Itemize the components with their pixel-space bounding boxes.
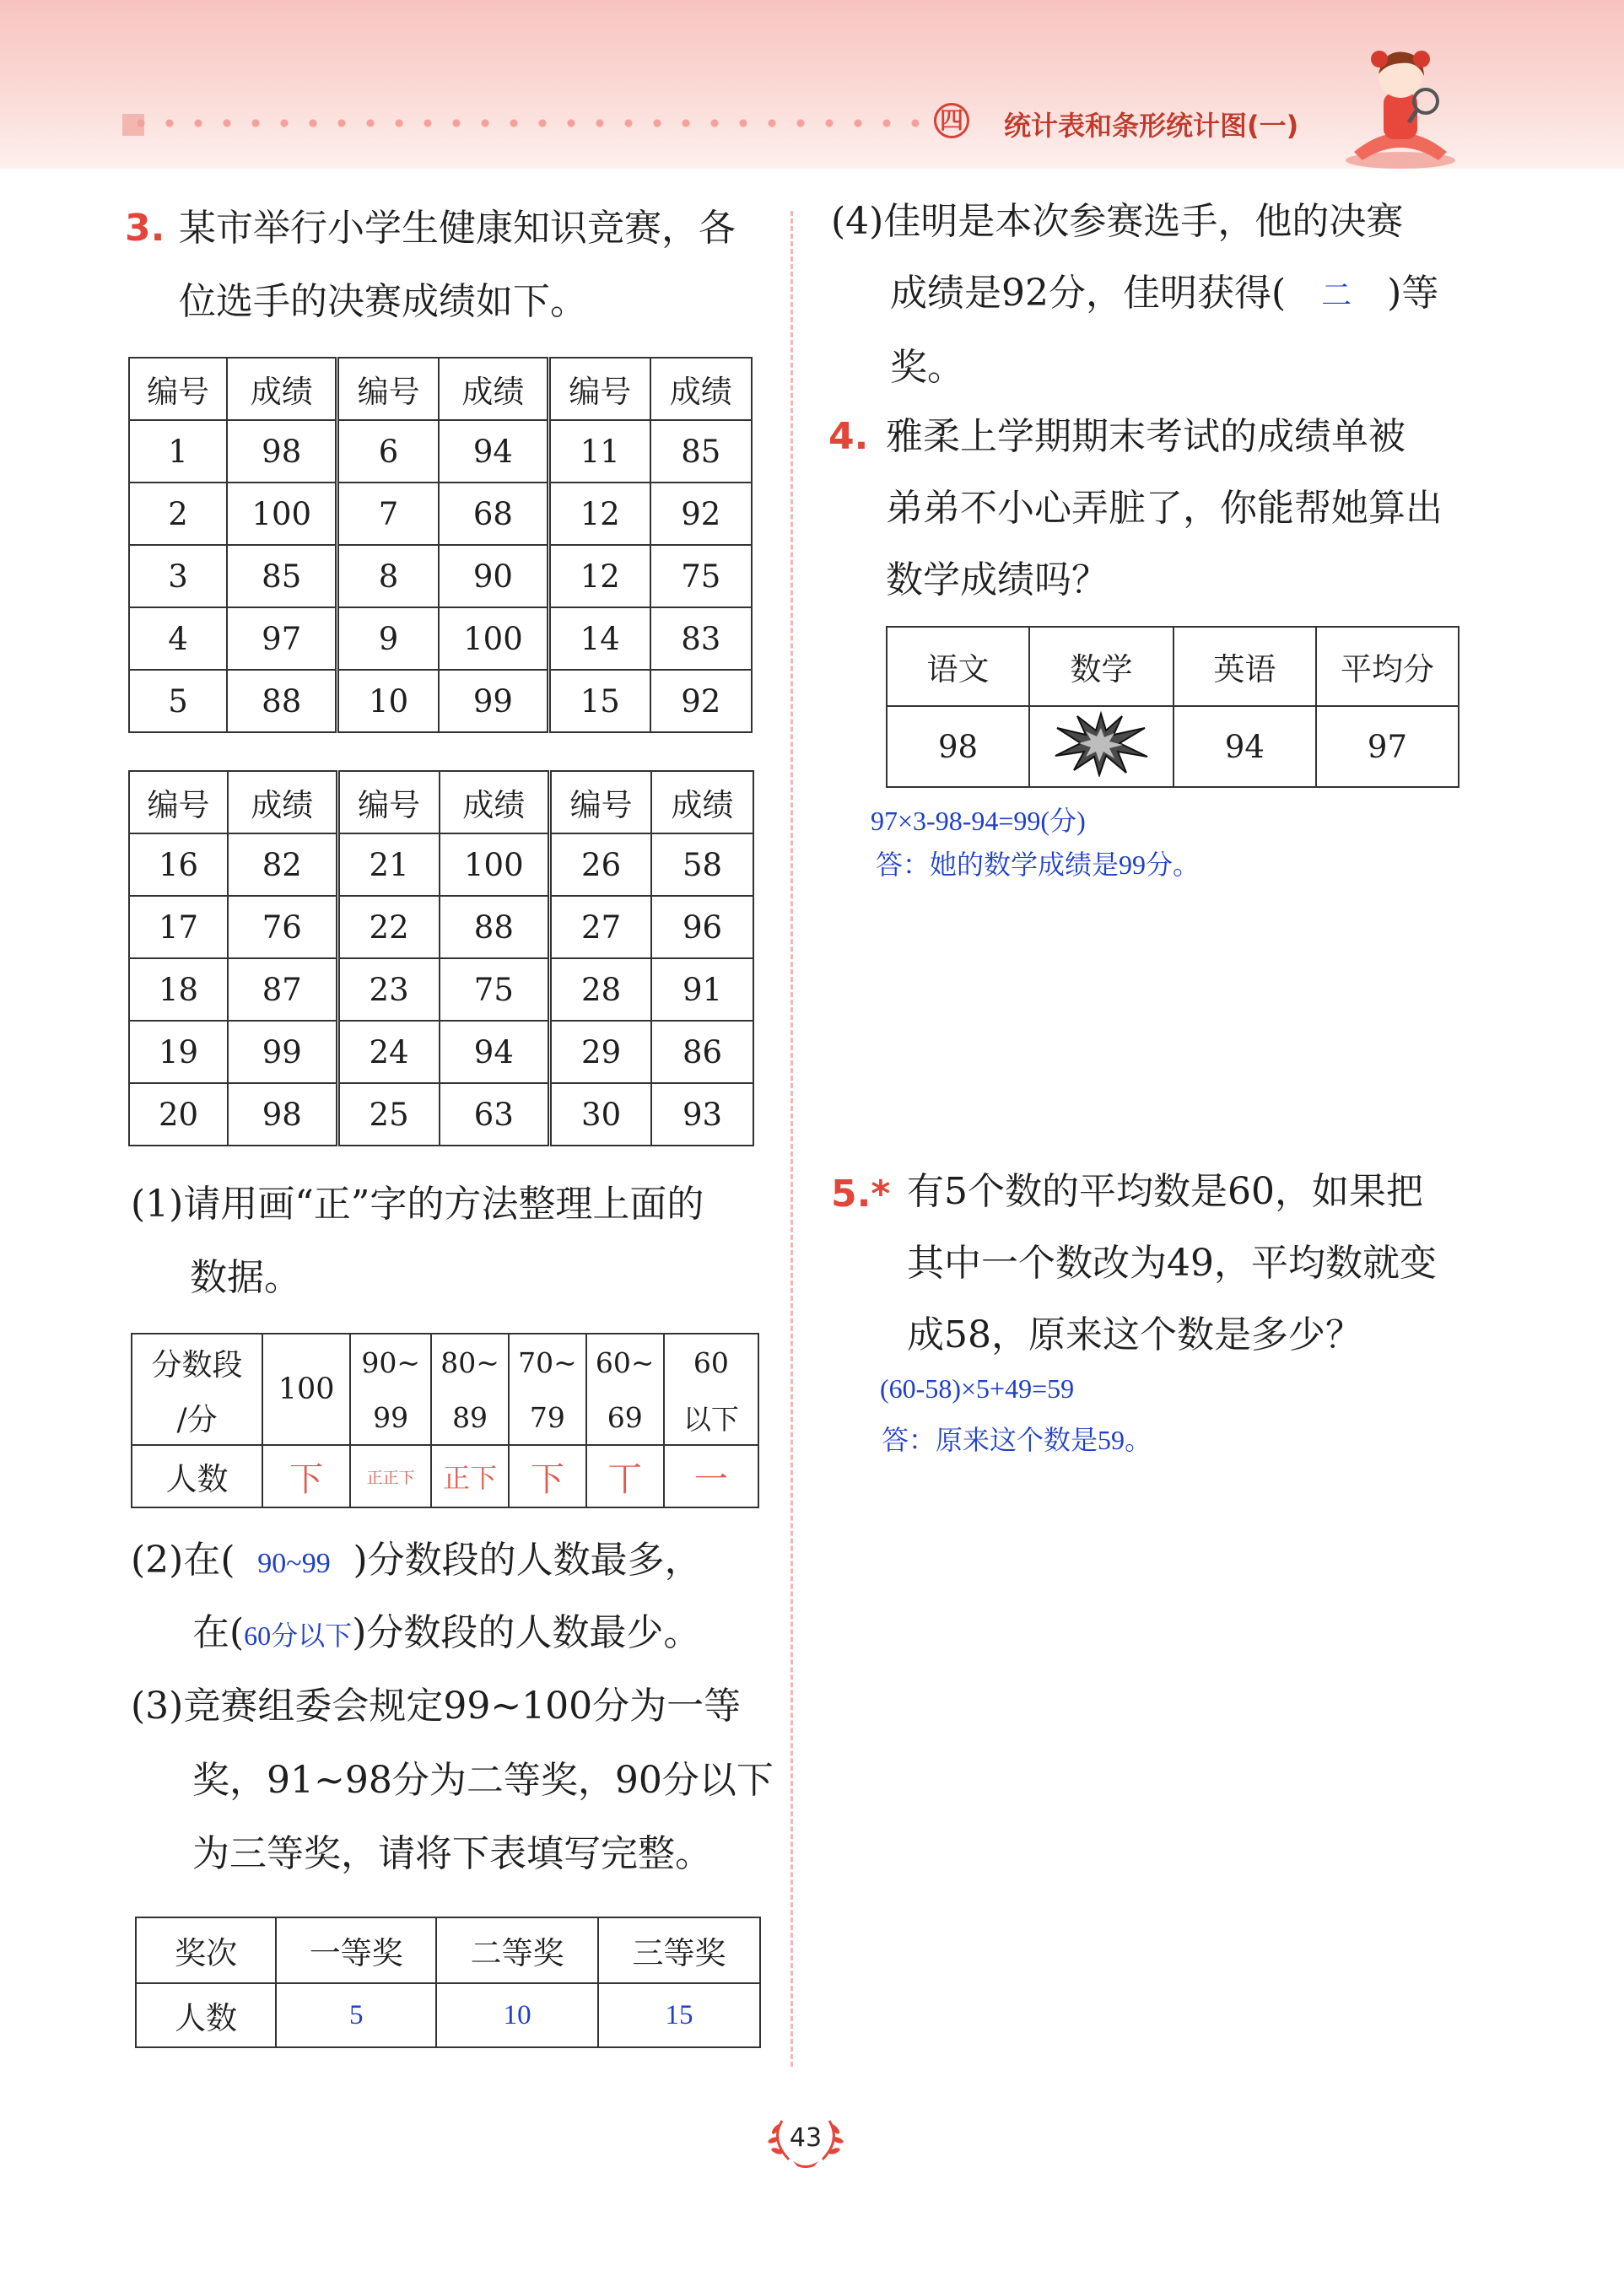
- score-cell: 90: [439, 545, 549, 607]
- score-table-1: [128, 357, 753, 733]
- award-header: 二等奖: [436, 1917, 598, 1983]
- score-cell: 85: [650, 420, 752, 483]
- table-row: [129, 1021, 753, 1083]
- score-cell: 96: [651, 896, 753, 958]
- score-cell: 99: [439, 670, 549, 732]
- contestant-id-cell: 5: [129, 670, 227, 732]
- score-cell: 85: [227, 545, 337, 607]
- ink-splat-icon: [1050, 709, 1152, 777]
- award-header: 奖次: [136, 1917, 276, 1983]
- tally-range-top: 80~: [431, 1334, 509, 1391]
- score-cell: 58: [651, 833, 753, 896]
- score-cell: 86: [651, 1021, 753, 1083]
- page-header: [0, 0, 1624, 169]
- award-table: [135, 1917, 761, 2048]
- score-cell: 98: [227, 420, 337, 483]
- contestant-id-cell: 3: [129, 545, 227, 607]
- q3-part4-answer: 二: [1321, 278, 1352, 312]
- q3-part4-line-3: 奖。: [890, 346, 964, 389]
- contestant-id-cell: 30: [550, 1083, 651, 1146]
- table-row: [129, 896, 753, 958]
- score-cell: 92: [650, 483, 752, 545]
- q3-part3-line-2: 奖，91~98分为二等奖，90分以下: [192, 1759, 774, 1802]
- q4-text-line-3: 数学成绩吗？: [886, 558, 1109, 601]
- header-dotted-line: [127, 118, 936, 128]
- tally-range-top: 90~: [350, 1334, 431, 1391]
- award-row-label: 人数: [136, 1983, 276, 2047]
- score-cell: 75: [650, 545, 752, 607]
- q4-solution: 97×3-98-94=99(分): [871, 806, 1086, 836]
- score-table-header: 成绩: [651, 771, 753, 833]
- report-value: 94: [1173, 706, 1316, 787]
- score-cell: 88: [227, 670, 337, 732]
- score-table-header: 编号: [129, 771, 228, 833]
- score-cell: 75: [440, 958, 550, 1021]
- contestant-id-cell: 21: [337, 833, 439, 896]
- question-4-number: 4.: [828, 415, 869, 458]
- smudged-math-score: [1029, 706, 1173, 787]
- table-row: [129, 833, 753, 896]
- score-cell: 99: [228, 1021, 337, 1083]
- score-cell: 98: [228, 1083, 337, 1146]
- contestant-id-cell: 15: [549, 670, 650, 732]
- contestant-id-cell: 17: [129, 896, 228, 958]
- tally-range-top: 60: [664, 1334, 758, 1391]
- q3-part2-pre-2: 在(: [192, 1611, 245, 1654]
- report-header: 平均分: [1316, 627, 1459, 706]
- contestant-id-cell: 8: [337, 545, 439, 607]
- q4-text-line-2: 弟弟不小心弄脏了，你能帮她算出: [886, 487, 1443, 530]
- table-row: [129, 420, 752, 483]
- q3-part4-line-2: [890, 270, 1438, 319]
- report-value: 97: [1316, 706, 1459, 787]
- score-cell: 88: [440, 896, 550, 958]
- contestant-id-cell: 2: [129, 483, 227, 545]
- q3-part2-answer-1: 90~99: [257, 1548, 331, 1579]
- score-cell: 100: [440, 833, 550, 896]
- table-row: [129, 1083, 753, 1146]
- score-table-header: 成绩: [439, 358, 549, 420]
- q3-part1-line-2: 数据。: [190, 1256, 301, 1299]
- report-card-table: [886, 626, 1459, 788]
- tally-range-bottom: 79: [509, 1391, 586, 1445]
- contestant-id-cell: 11: [549, 420, 650, 483]
- reading-girl-icon: [1337, 34, 1459, 169]
- contestant-id-cell: 6: [337, 420, 439, 483]
- report-value: 98: [887, 706, 1029, 787]
- score-cell: 76: [228, 896, 337, 958]
- tally-head-label-top: 分数段: [132, 1334, 262, 1391]
- question-3-number: 3.: [125, 207, 165, 250]
- score-table-header: 编号: [129, 358, 227, 420]
- award-count-second: 10: [436, 1983, 598, 2047]
- contestant-id-cell: 26: [550, 833, 651, 896]
- score-cell: 100: [227, 483, 337, 545]
- score-table-header: 成绩: [227, 358, 337, 420]
- award-count-third: 15: [598, 1983, 760, 2047]
- q3-part2-post-2: )分数段的人数最少。: [352, 1611, 701, 1654]
- score-table-header: 成绩: [650, 358, 752, 420]
- tally-row-label: 人数: [132, 1445, 262, 1507]
- score-cell: 94: [440, 1021, 550, 1083]
- q3-part2-post: )分数段的人数最多，: [353, 1539, 702, 1582]
- q3-part4-pre: 成绩是92分，佳明获得(: [890, 272, 1287, 315]
- question-5-number: 5.*: [831, 1173, 891, 1216]
- tally-mark: 一: [664, 1445, 758, 1507]
- tally-mark: 正下: [431, 1445, 509, 1507]
- score-cell: 92: [650, 670, 752, 732]
- score-cell: 100: [439, 607, 549, 670]
- report-header: 数学: [1029, 627, 1173, 706]
- q5-text-line-3: 成58，原来这个数是多少？: [907, 1313, 1362, 1356]
- tally-range-100: 100: [262, 1334, 350, 1445]
- tally-range-bottom: 69: [586, 1391, 664, 1445]
- report-header: 英语: [1173, 627, 1316, 706]
- table-row: [129, 607, 752, 670]
- q5-text-line-1: 有5个数的平均数是60，如果把: [907, 1170, 1423, 1213]
- contestant-id-cell: 29: [550, 1021, 651, 1083]
- contestant-id-cell: 16: [129, 833, 228, 896]
- award-count-first: 5: [276, 1983, 436, 2047]
- page-number-laurel: [763, 2111, 848, 2170]
- score-cell: 87: [228, 958, 337, 1021]
- score-cell: 63: [440, 1083, 550, 1146]
- unit-title: 统计表和条形统计图(一): [1004, 110, 1299, 142]
- tally-range-bottom: 以下: [664, 1391, 758, 1445]
- table-row: [129, 545, 752, 607]
- q3-part4-post: )等: [1387, 272, 1439, 315]
- q3-text-line-1: 某市举行小学生健康知识竞赛，各: [179, 207, 736, 250]
- unit-badge: 四: [934, 103, 969, 138]
- q5-solution: (60-58)×5+49=59: [880, 1373, 1075, 1404]
- column-divider: [790, 211, 793, 2067]
- tally-mark: 下: [509, 1445, 586, 1507]
- q3-part4-line-1: (4)佳明是本次参赛选手，他的决赛: [831, 200, 1404, 243]
- score-table-header: 成绩: [440, 771, 550, 833]
- score-table-header: 编号: [337, 358, 439, 420]
- q3-part3-line-3: 为三等奖，请将下表填写完整。: [192, 1832, 712, 1875]
- tally-head-label-bottom: /分: [132, 1391, 262, 1445]
- q4-answer: 答：她的数学成绩是99分。: [876, 849, 1200, 880]
- score-table-header: 编号: [337, 771, 439, 833]
- tally-mark: 下: [262, 1445, 350, 1507]
- tally-range-bottom: 99: [350, 1391, 431, 1445]
- table-row: [129, 483, 752, 545]
- contestant-id-cell: 1: [129, 420, 227, 483]
- contestant-id-cell: 24: [337, 1021, 439, 1083]
- score-table-header: 编号: [550, 771, 651, 833]
- contestant-id-cell: 12: [549, 545, 650, 607]
- tally-range-bottom: 89: [431, 1391, 509, 1445]
- score-table-2: [128, 770, 754, 1146]
- contestant-id-cell: 28: [550, 958, 651, 1021]
- tally-range-top: 70~: [509, 1334, 586, 1391]
- q3-part2-pre: (2)在(: [131, 1539, 235, 1582]
- tally-mark: 丅: [586, 1445, 664, 1507]
- contestant-id-cell: 27: [550, 896, 651, 958]
- award-header: 一等奖: [276, 1917, 436, 1983]
- q3-part2-line-1: [131, 1537, 702, 1588]
- contestant-id-cell: 23: [337, 958, 439, 1021]
- contestant-id-cell: 25: [337, 1083, 439, 1146]
- q3-part2-line-2: [192, 1609, 700, 1659]
- contestant-id-cell: 19: [129, 1021, 228, 1083]
- tally-mark: 正正下: [350, 1445, 431, 1507]
- table-row: [129, 958, 753, 1021]
- score-cell: 82: [228, 833, 337, 896]
- q3-part1-line-1: (1)请用画“正”字的方法整理上面的: [131, 1183, 704, 1226]
- score-table-header: 成绩: [228, 771, 337, 833]
- q3-text-line-2: 位选手的决赛成绩如下。: [179, 280, 587, 323]
- page-number: 43: [789, 2123, 823, 2153]
- tally-range-top: 60~: [586, 1334, 664, 1391]
- contestant-id-cell: 7: [337, 483, 439, 545]
- contestant-id-cell: 18: [129, 958, 228, 1021]
- q4-text-line-1: 雅柔上学期期末考试的成绩单被: [886, 415, 1405, 458]
- table-row: [129, 670, 752, 732]
- score-cell: 93: [651, 1083, 753, 1146]
- score-cell: 83: [650, 607, 752, 670]
- q3-part3-line-1: (3)竞赛组委会规定99~100分为一等: [131, 1685, 742, 1728]
- q5-answer: 答：原来这个数是59。: [882, 1425, 1152, 1455]
- contestant-id-cell: 12: [549, 483, 650, 545]
- contestant-id-cell: 20: [129, 1083, 228, 1146]
- score-cell: 68: [439, 483, 549, 545]
- contestant-id-cell: 4: [129, 607, 227, 670]
- q5-text-line-2: 其中一个数改为49，平均数就变: [907, 1242, 1437, 1285]
- score-cell: 94: [439, 420, 549, 483]
- contestant-id-cell: 10: [337, 670, 439, 732]
- contestant-id-cell: 22: [337, 896, 439, 958]
- q3-part2-answer-2: 60分以下: [244, 1620, 353, 1651]
- score-cell: 97: [227, 607, 337, 670]
- contestant-id-cell: 14: [549, 607, 650, 670]
- award-header: 三等奖: [598, 1917, 760, 1983]
- report-header: 语文: [887, 627, 1029, 706]
- tally-table: [131, 1333, 759, 1508]
- score-table-header: 编号: [549, 358, 650, 420]
- score-cell: 91: [651, 958, 753, 1021]
- contestant-id-cell: 9: [337, 607, 439, 670]
